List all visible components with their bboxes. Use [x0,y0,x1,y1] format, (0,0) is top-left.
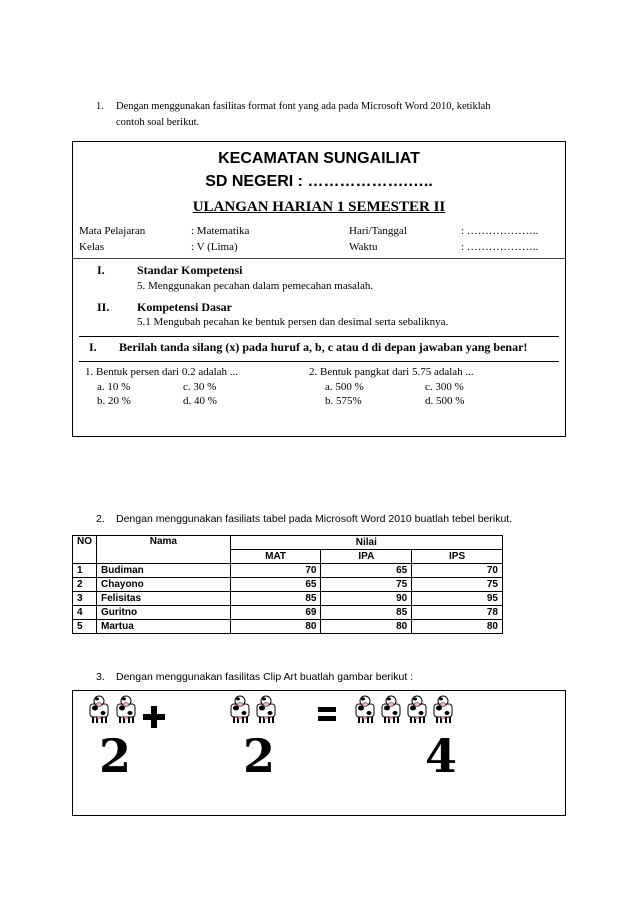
section-1-body: 5. Menggunakan pecahan dalam pemecahan masalah. [137,280,374,292]
cow-icon [379,695,403,725]
cow-icon [228,695,252,725]
cell-ipa: 85 [321,606,412,620]
divider [73,258,565,259]
question-2-option-a: a. 500 % [325,381,364,393]
question-2-option-d: d. 500 % [425,395,465,407]
cell-nama: Budiman [97,564,231,578]
cell-no: 4 [73,606,97,620]
cell-ipa: 65 [321,564,412,578]
cow-icon [405,695,429,725]
table-row [73,578,503,592]
task-instruction: Berilah tanda silang (x) pada huruf a, b, c atau d di depan jawaban yang benar! [119,340,528,354]
number-4-result: 4 [425,729,458,783]
cell-ips: 75 [412,578,503,592]
exam-frame [72,141,566,437]
meta-value-class: : V (Lima) [191,241,238,253]
cow-icon [353,695,377,725]
question-2-option-b: b. 575% [325,395,362,407]
number-2-left: 2 [99,729,132,783]
instruction-1-text: Dengan menggunakan fasilitas format font yang ada pada Microsoft Word 2010, ketiklah [116,101,491,112]
section-2-body: 5.1 Mengubah pecahan ke bentuk persen dan desimal serta sebaliknya. [137,316,449,328]
instruction-1-number: 1. [96,101,104,112]
cell-no: 2 [73,578,97,592]
cow-icon [114,695,138,725]
instruction-3-text: Dengan menggunakan fasilitas Clip Art buatlah gambar berikut : [116,671,414,683]
task-box [79,336,559,362]
header-no: NO [73,536,97,564]
cell-mat: 70 [230,564,321,578]
section-2-roman: II. [97,300,110,314]
table-row [73,620,503,634]
cell-no: 5 [73,620,97,634]
cell-ipa: 90 [321,592,412,606]
question-1-option-a: a. 10 % [97,381,131,393]
question-1-option-b: b. 20 % [97,395,131,407]
grades-table [72,535,503,634]
cell-mat: 85 [230,592,321,606]
cell-no: 3 [73,592,97,606]
cell-ips: 70 [412,564,503,578]
header-mat: MAT [230,550,321,564]
number-2-middle: 2 [243,729,276,783]
cell-mat: 80 [230,620,321,634]
header-nilai: Nilai [230,536,502,550]
clipart-frame [72,690,566,816]
question-2-stem: 2. Bentuk pangkat dari 5.75 adalah ... [309,366,474,378]
meta-label-class: Kelas [79,241,105,253]
cell-ips: 95 [412,592,503,606]
cell-ipa: 75 [321,578,412,592]
meta-label-date: Hari/Tanggal [349,225,407,237]
meta-value-date: : ……………….. [461,225,539,237]
question-2-option-c: c. 300 % [425,381,464,393]
district-heading: KECAMATAN SUNGAILIAT [218,150,420,167]
cell-nama: Guritno [97,606,231,620]
cell-nama: Martua [97,620,231,634]
section-2-heading: Kompetensi Dasar [137,300,232,314]
section-1-roman: I. [97,263,105,277]
cell-nama: Chayono [97,578,231,592]
question-1-stem: 1. Bentuk persen dari 0.2 adalah ... [85,366,239,378]
school-heading: SD NEGERI : ……………….….. [205,173,433,190]
table-row [73,564,503,578]
meta-label-time: Waktu [349,241,378,253]
instruction-2-number: 2. [96,513,105,525]
cell-ips: 80 [412,620,503,634]
equals-icon [318,707,336,721]
cell-nama: Felisitas [97,592,231,606]
cow-icon [87,695,111,725]
cell-no: 1 [73,564,97,578]
instruction-2-text: Dengan menggunakan fasiliats tabel pada Microsoft Word 2010 buatlah tebel berikut. [116,513,513,525]
meta-label-subject: Mata Pelajaran [79,225,146,237]
instruction-3-number: 3. [96,671,105,683]
cow-icon [431,695,455,725]
meta-value-time: : ……………….. [461,241,539,253]
question-1-option-d: d. 40 % [183,395,217,407]
table-row [73,606,503,620]
cell-ips: 78 [412,606,503,620]
header-nama: Nama [97,536,231,564]
question-1-option-c: c. 30 % [183,381,217,393]
header-ips: IPS [412,550,503,564]
meta-value-subject: : Matematika [191,225,250,237]
instruction-1-text-line2: contoh soal berikut. [116,117,200,128]
plus-icon [143,706,165,728]
task-roman: I. [89,340,97,354]
cell-mat: 69 [230,606,321,620]
cell-mat: 65 [230,578,321,592]
cow-icon [254,695,278,725]
section-1-heading: Standar Kompetensi [137,263,243,277]
exam-title: ULANGAN HARIAN 1 SEMESTER II [192,199,446,215]
header-ipa: IPA [321,550,412,564]
table-row [73,592,503,606]
cell-ipa: 80 [321,620,412,634]
